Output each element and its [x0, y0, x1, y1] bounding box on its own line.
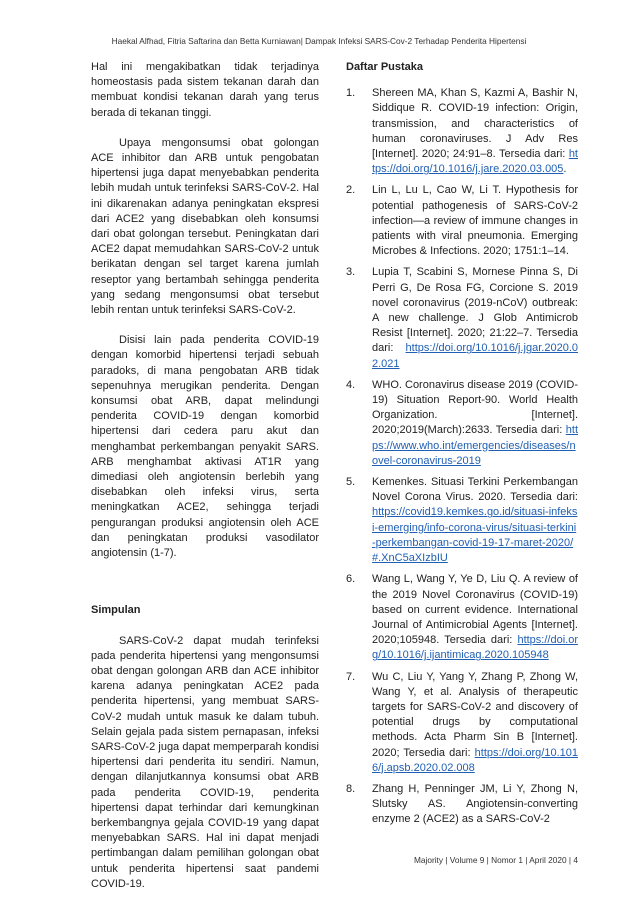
reference-number: 8. [346, 782, 356, 795]
reference-item [346, 782, 578, 828]
reference-link[interactable]: https://doi.org/10.1016/j.apsb.2020.02.008 [372, 746, 578, 774]
body-paragraph: Disisi lain pada penderita COVID-19 dengan komorbid hipertensi terjadi sebuah paradoks, di mana pengobatan ARB tidak sepenuhnya merugikan penderita. Dengan konsumsi obat ARB, dapat melindungi penderita COVID-19 dengan komorbid hipertensi dari cedera paru akut dan menghambat perkembangan penyakit SARS. ARB menghambat aktivasi AT1R yang dimediasi oleh angiotensin berlebih yang disebabkan oleh infeksi virus, serta meningkatkan ACE2, sehingga terjadi pengurangan produksi angiotensin oleh ACE dan peningkatan produksi vasodilator angiotensin (1-7). [91, 334, 319, 560]
reference-text: Lupia T, Scabini S, Mornese Pinna S, Di Perri G, De Rosa FG, Corcione S. 2019 novel coronavirus (2019-nCoV) outbreak: A new challenge. J Glob Antimicrob Resist [Internet]. 2020; 21:22–7. Tersedia dari: [372, 266, 578, 355]
reference-item [346, 378, 578, 469]
reference-link[interactable]: https://doi.org/10.1016/j.jgar.2020.02.021 [372, 342, 578, 370]
right-column [346, 60, 578, 834]
reference-text: Shereen MA, Khan S, Kazmi A, Bashir N, Siddique R. COVID-19 infection: Origin, transmission, and characteristics of human coronaviruses. J Adv Res [Internet]. 2020; 24:91–8. Tersedia dari: [372, 87, 578, 161]
reference-item [346, 670, 578, 776]
reference-punct: . [563, 163, 567, 176]
simpulan-heading: Simpulan [91, 604, 141, 617]
reference-number: 6. [346, 573, 356, 586]
reference-item [346, 475, 578, 566]
reference-list [346, 86, 578, 827]
running-footer: Majority | Volume 9 | Nomor 1 | April 2020 | 4 [413, 855, 578, 865]
body-paragraph: Hal ini mengakibatkan tidak terjadinya homeostasis pada sistem tekanan darah dan membuat kondisi tekanan darah yang terus berada di tekanan tinggi. [91, 61, 319, 119]
reference-link[interactable]: https://doi.org/10.1016/j.ijantimicag.2020.105948 [372, 634, 578, 662]
reference-number: 4. [346, 378, 356, 391]
reference-number: 1. [346, 87, 356, 100]
reference-text: Zhang H, Penninger JM, Li Y, Zhong N, Slutsky AS. Angiotensin-converting enzyme 2 (ACE2) as a SARS-CoV-2 [372, 782, 578, 826]
reference-number: 7. [346, 670, 356, 683]
reference-text: Wang L, Wang Y, Ye D, Liu Q. A review of the 2019 Novel Coronavirus (COVID-19) based on current evidence. International Journal of Antimicrobial Agents [Internet]. 2020;105948. Tersedia dari: [372, 573, 578, 647]
left-column [91, 60, 319, 892]
reference-number: 5. [346, 476, 356, 489]
reference-link[interactable]: https://doi.org/10.1016/j.jare.2020.03.005 [372, 148, 578, 176]
references-heading: Daftar Pustaka [346, 61, 424, 73]
reference-text: Lin L, Lu L, Cao W, Li T. Hypothesis for potential pathogenesis of SARS-CoV-2 infection—a review of immune changes in patients with viral pneumonia. Emerging Microbes & Infections. 2020; 1751:1–14. [372, 184, 578, 258]
body-paragraph: Upaya mengonsumsi obat golongan ACE inhibitor dan ARB untuk pengobatan hipertensi juga dapat menyebabkan penderita lebih mudah untuk terinfeksi SARS-CoV-2. Hal ini dikarenakan adanya peningkatan ekspresi dari ACE2 yang disebabkan oleh konsumsi dari obat golongan tersebut. Peningkatan dari ACE2 dapat memudahkan SARS-CoV-2 untuk berikatan dengan sel target karena jumlah reseptor yang bertambah sehingga penderita yang sedang mengonsumsi obat tersebut lebih rentan untuk terinfeksi SARS-CoV-2. [91, 136, 319, 317]
reference-text: Kemenkes. Situasi Terkini Perkembangan Novel Corona Virus. 2020. Tersedia dari: [372, 476, 578, 504]
running-header: Haekal Alfhad, Fitria Saftarina dan Betta Kurniawan| Dampak Infeksi SARS-Cov-2 Terhadap Penderita Hipertensi [111, 36, 527, 46]
reference-number: 2. [346, 184, 356, 197]
reference-text: Wu C, Liu Y, Yang Y, Zhang P, Zhong W, Wang Y, et al. Analysis of therapeutic targets for SARS-CoV-2 and discovery of potential drugs by computational methods. Acta Pharm Sin B [Internet]. 2020; Tersedia dari: [372, 670, 578, 759]
reference-item [346, 86, 578, 177]
reference-item [346, 265, 578, 371]
reference-text: WHO. Coronavirus disease 2019 (COVID-19) Situation Report-90. World Health Organization. [Internet]. 2020;2019(March):2633. Tersedia dari: [372, 378, 579, 437]
reference-link[interactable]: https://www.who.int/emergencies/diseases/novel-coronavirus-2019 [372, 424, 578, 467]
reference-link[interactable]: https://covid19.kemkes.go.id/situasi-infeksi-emerging/info-corona-virus/situasi-terkini-perkembangan-covid-19-17-maret-2020/#.XnC5aXIzbIU [372, 506, 578, 565]
reference-item [346, 572, 578, 663]
reference-number: 3. [346, 266, 356, 279]
reference-item [346, 183, 578, 259]
simpulan-paragraph: SARS-CoV-2 dapat mudah terinfeksi pada penderita hipertensi yang mengonsumsi obat dengan golongan ARB dan ACE inhibitor karena adanya peningkatan ACE2 pada penderita hipertensi, yang membuat SARS-CoV-2 mudah untuk masuk ke dalam tubuh. Selain gejala pada sistem pernapasan, infeksi SARS-CoV-2 juga dapat memperparah kondisi hipertensi dari penderita itu sendiri. Namun, dengan dilanjutkannya konsumsi obat ARB pada penderita COVID-19, penderita hipertensi dapat terhindar dari kemungkinan berkembangnya gejala COVID-19 yang dapat menyebabkan SARS. Hal ini dapat menjadi pertimbangan dalam pemilihan golongan obat untuk penderita hipertensi saat pandemi COVID-19. [91, 634, 319, 890]
